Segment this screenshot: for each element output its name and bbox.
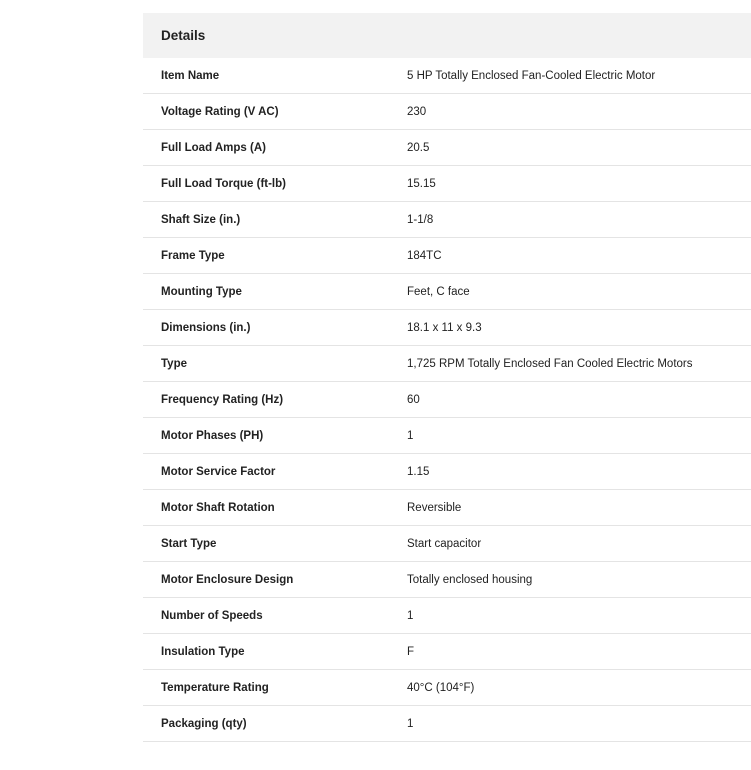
row-value: 60 (407, 393, 420, 406)
row-value: F (407, 645, 415, 658)
details-row-type (143, 346, 751, 382)
details-row-number-of-speeds (143, 598, 751, 634)
details-row-packaging (143, 706, 751, 742)
row-label: Packaging (qty) (161, 717, 247, 730)
row-label: Item Name (161, 69, 220, 82)
details-row-shaft-size (143, 202, 751, 238)
row-value: 1 (407, 609, 414, 622)
details-row-insulation-type (143, 634, 751, 670)
details-table (143, 13, 751, 742)
row-value: 1,725 RPM Totally Enclosed Fan Cooled Electric Motors (407, 357, 693, 370)
row-label: Full Load Torque (ft-lb) (161, 177, 286, 190)
row-label: Motor Shaft Rotation (161, 501, 275, 514)
row-value: 1 (407, 717, 414, 730)
row-value: 5 HP Totally Enclosed Fan-Cooled Electric Motor (407, 69, 656, 82)
details-row-full-load-torque (143, 166, 751, 202)
row-value: Reversible (407, 501, 462, 514)
details-header (143, 13, 751, 58)
row-label: Mounting Type (161, 285, 242, 298)
details-row-mounting-type (143, 274, 751, 310)
row-label: Dimensions (in.) (161, 321, 251, 334)
details-title: Details (161, 28, 206, 43)
row-label: Frequency Rating (Hz) (161, 393, 284, 406)
row-label: Insulation Type (161, 645, 245, 658)
details-row-full-load-amps (143, 130, 751, 166)
row-label: Shaft Size (in.) (161, 213, 241, 226)
row-label: Motor Phases (PH) (161, 429, 264, 442)
row-value: 1 (407, 429, 414, 442)
details-row-motor-service-factor (143, 454, 751, 490)
details-row-dimensions (143, 310, 751, 346)
row-value: Start capacitor (407, 537, 482, 550)
row-label: Voltage Rating (V AC) (161, 105, 279, 118)
details-row-motor-shaft-rotation (143, 490, 751, 526)
details-row-item-name (143, 58, 751, 94)
details-rows (143, 58, 751, 742)
row-value: 184TC (407, 249, 442, 262)
row-label: Full Load Amps (A) (161, 141, 266, 154)
row-value: 15.15 (407, 177, 436, 190)
row-label: Motor Enclosure Design (161, 573, 294, 586)
row-value: 230 (407, 105, 427, 118)
row-label: Number of Speeds (161, 609, 263, 622)
row-label: Type (161, 357, 187, 370)
row-value: 18.1 x 11 x 9.3 (407, 321, 482, 334)
row-label: Motor Service Factor (161, 465, 276, 478)
details-row-start-type (143, 526, 751, 562)
row-value: 1.15 (407, 465, 430, 478)
row-value: 40°C (104°F) (407, 681, 475, 694)
details-row-motor-enclosure-design (143, 562, 751, 598)
details-row-voltage-rating (143, 94, 751, 130)
row-label: Start Type (161, 537, 217, 550)
row-value: 1-1/8 (407, 213, 434, 226)
row-value: Feet, C face (407, 285, 470, 298)
details-row-temperature-rating (143, 670, 751, 706)
row-label: Frame Type (161, 249, 225, 262)
row-label: Temperature Rating (161, 681, 269, 694)
row-value: 20.5 (407, 141, 430, 154)
details-row-frame-type (143, 238, 751, 274)
details-row-motor-phases (143, 418, 751, 454)
row-value: Totally enclosed housing (407, 573, 533, 586)
details-row-frequency-rating (143, 382, 751, 418)
